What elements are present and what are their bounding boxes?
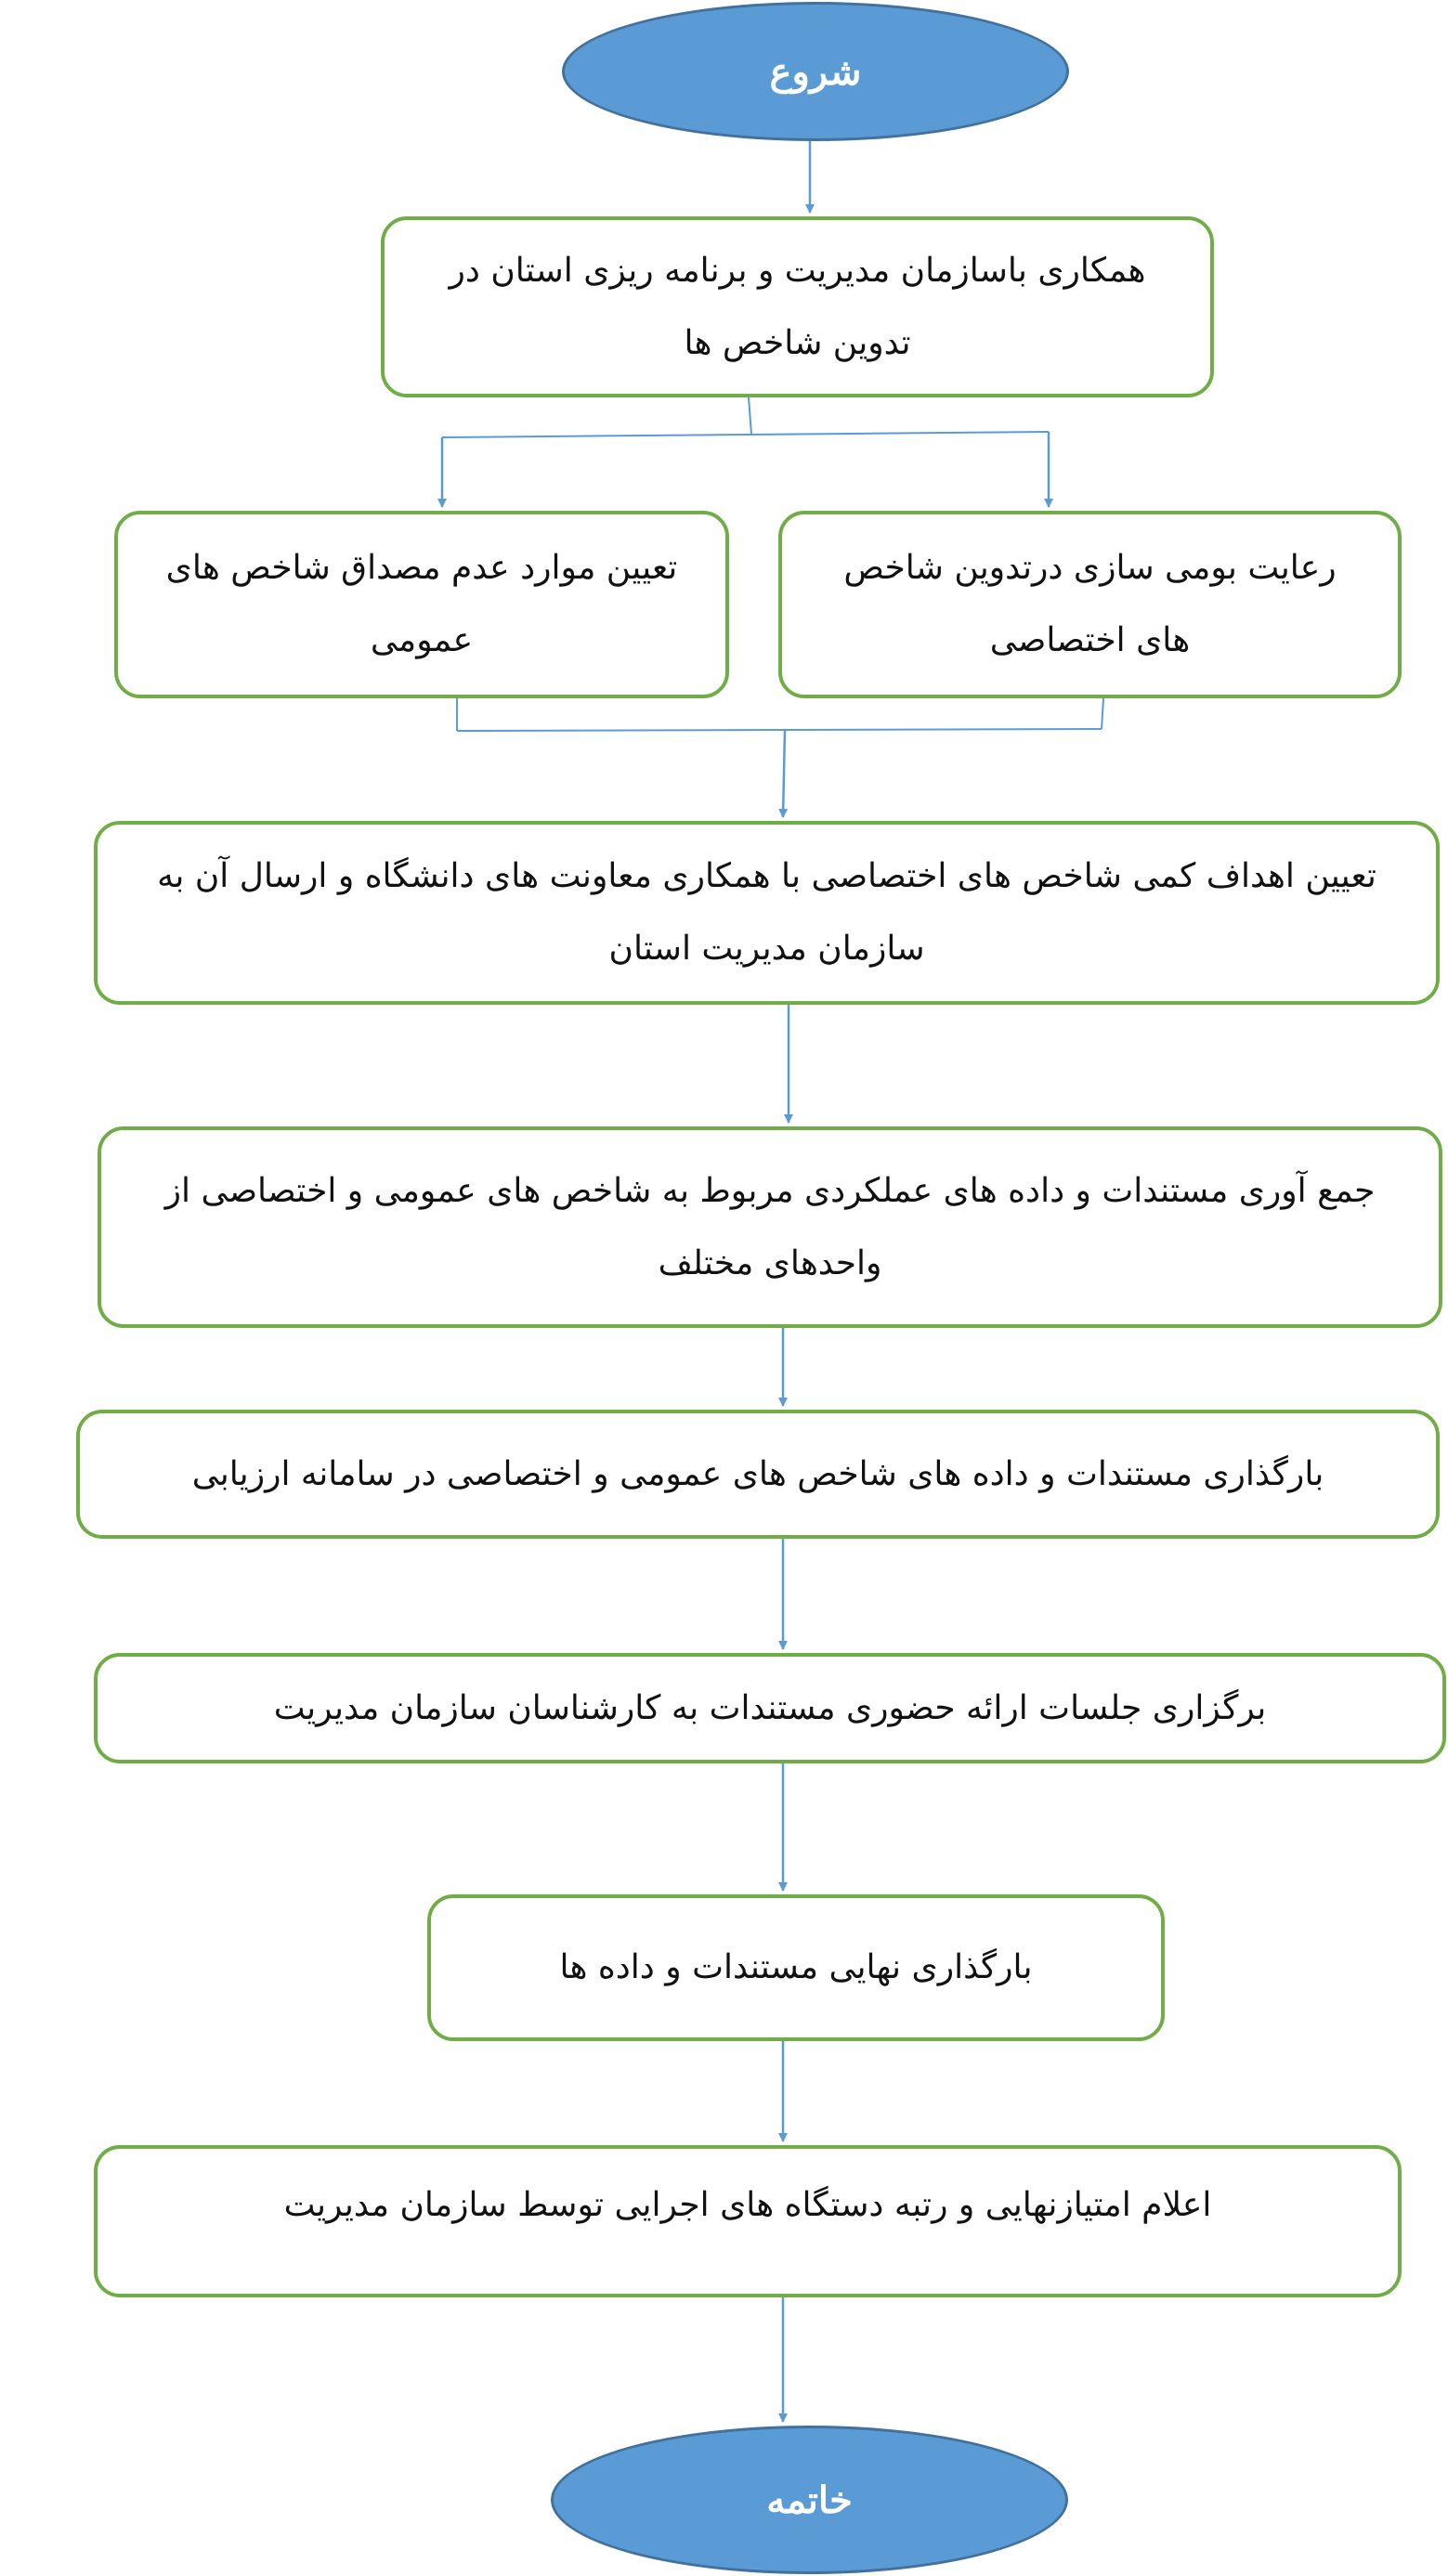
step-8-box	[94, 2145, 1402, 2297]
step-3-label: تعیین اهداف کمی شاخص های اختصاصی با همکاری معاونت های دانشگاه و ارسال آن به سازمان مدیریت استان	[157, 857, 1376, 968]
step-2a-box	[778, 511, 1402, 698]
connector-step-2a-drop	[1102, 698, 1103, 729]
step-7-box	[427, 1894, 1165, 2041]
end-label: خاتمه	[766, 2478, 853, 2522]
arrow-merge-to-step-3	[783, 730, 785, 817]
step-8-label: اعلام امتیازنهایی و رتبه دستگاه های اجرایی توسط سازمان مدیریت	[283, 2186, 1212, 2224]
step-7-label: بارگذاری نهایی مستندات و داده ها	[559, 1948, 1033, 1986]
step-4-label: جمع آوری مستندات و داده های عملکردی مربوط به شاخص های عمومی و اختصاصی از واحدهای مختلف	[164, 1171, 1376, 1282]
start-terminal	[562, 2, 1069, 141]
step-4-box	[98, 1126, 1442, 1328]
connector-split-bar	[442, 432, 1049, 437]
step-6-box	[94, 1653, 1446, 1763]
step-2b-label: تعیین موارد عدم مصداق شاخص های عمومی	[165, 549, 678, 659]
step-3-box	[94, 821, 1440, 1005]
step-6-label: برگزاری جلسات ارائه حضوری مستندات به کارشناسان سازمان مدیریت	[273, 1688, 1267, 1727]
step-2a-label: رعایت بومی سازی درتدوین شاخص های اختصاصی	[843, 549, 1337, 659]
connector-merge-bar	[457, 729, 1102, 731]
step-1-box	[381, 216, 1214, 397]
step-2b-box	[114, 511, 729, 698]
connector-step-1-stem	[749, 397, 751, 435]
step-5-box	[76, 1410, 1440, 1539]
step-5-label: بارگذاری مستندات و داده های شاخص های عمومی و اختصاصی در سامانه ارزیابی	[191, 1454, 1324, 1493]
end-terminal	[551, 2426, 1068, 2574]
step-1-label: همکاری باسازمان مدیریت و برنامه ریزی استان در تدوین شاخص ها	[449, 251, 1146, 362]
start-label: شروع	[769, 49, 862, 94]
